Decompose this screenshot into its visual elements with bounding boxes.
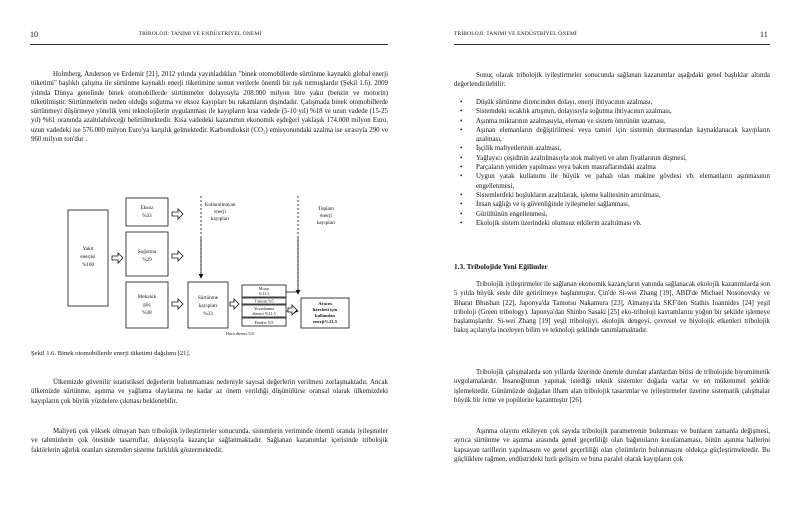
right-page bbox=[400, 0, 800, 524]
paragraph: Tribolojik iyileştirmeler ile sağlanan ekonomik kazançların yanında sağlanacak ekolojik kazanımlarda son 5 yılda büyük sesle dile getirilmeye başlanmıştır. Çin'de Si-wei Zhang [19], ABD'de Michael Nosonovsky ve Bharat Bhushan [22], Japonya'da Tamotsu Nakamura [23], Almanya'da SKF'den Stathis Ioannides [24] yeşil triboloji (Green tribology). Japonya'dan Shinho Sasaki [25] eko-triboloji kavramlarını yoğun bir şekilde işlemeye başlamışlardır. Si-wei Zhang [19] yeşil tribolojiyi, ekolojik dengeyi, çevresel ve biyolojik etkenleri tribolojik bakış açılarıyla inceleyen bilim ve teknoloji şeklinde tanımlamaktadır. bbox=[454, 281, 770, 335]
svg-text:Hava direnci %5: Hava direnci %5 bbox=[225, 331, 255, 336]
svg-text:direnci %11.5: direnci %11.5 bbox=[252, 311, 276, 316]
svg-text:hareketi için: hareketi için bbox=[312, 307, 338, 312]
svg-text:Yakıt: Yakıt bbox=[82, 246, 94, 252]
svg-text:enerji%21.5: enerji%21.5 bbox=[312, 319, 338, 324]
list-item: • Uygun yatak kullanımı ile büyük ve pahalı olan makine gövdesi vb. elemanların aşınmasının engellenmesi, bbox=[454, 172, 770, 191]
header-rule bbox=[454, 44, 770, 45]
svg-text:Mekanik: Mekanik bbox=[137, 294, 157, 300]
svg-text:%33: %33 bbox=[142, 213, 152, 219]
svg-text:%29: %29 bbox=[142, 257, 152, 263]
running-header: TRİBOLOJİ: TANIMI VE ENDÜSTRİYEL ÖNEMİ bbox=[138, 31, 262, 37]
svg-text:Yuvarlanma: Yuvarlanma bbox=[253, 306, 275, 311]
benefit-list bbox=[454, 98, 770, 228]
page-number: 10 bbox=[30, 30, 38, 39]
svg-text:Soğutma: Soğutma bbox=[137, 249, 157, 255]
svg-text:enerji: enerji bbox=[320, 213, 332, 219]
list-item: • Sistemlerdeki boşlukların azaltılarak, işleme kalitesinin artırılması, bbox=[454, 191, 770, 200]
list-item: • Sistemdeki sıcaklık artışının, dolayısıyla soğutma ihtiyacının azalması, bbox=[454, 107, 770, 116]
paragraph: Holmberg, Anderson ve Erdemir [21], 2012 yılında yayınladıkları "binek otomobillerde sürtünme kaynaklı global enerji tüketimi" başlıklı çalışma ile sürtünme kaynaklı enerji tüketimine somut verilerle önemli bir ışık tutmuşlardır (Şekil 1.6). 2009 yılında Dünya genelinde binek otomobillerde sürtünmeler dolayısıyla 208.000 milyon litre yakıt (benzin ve motorin) tüketilmiştir. Sürtünmelerin neden olduğu soğutma ve eksoz kayıpları bu rakamların dışındadır. Çalışmada binek otomobillerde sürtünmeyi düşürmeye yönelik yeni teknolojilerin uygulanması ile kayıpların kısa vadede (5-10 yıl) %18 ve uzun vadede (15-25 yıl) %61 oranında azaltılabileceği belirtilmektedir. Kısa vadedeki kazanımın ekonomik eşdeğeri yaklaşık 174.000 milyon Euro, uzun vadedeki ise 576.000 milyon Euro'ya karşılık gelmektedir. Karbondioksit (CO₂) emisyonundaki azalma ise sırasıyla 290 ve 960 milyon ton'dur . bbox=[31, 71, 388, 144]
svg-text:kayıpları: kayıpları bbox=[198, 303, 218, 309]
svg-text:enerji: enerji bbox=[214, 209, 226, 215]
svg-text:enerjisi: enerjisi bbox=[80, 254, 96, 260]
svg-text:Frenler %5: Frenler %5 bbox=[254, 320, 274, 325]
arrow-icon bbox=[112, 253, 123, 263]
list-item: • Parçaların yeniden yapılması veya bakım masraflarındaki azalma bbox=[454, 163, 770, 172]
arrow-icon bbox=[172, 209, 183, 219]
page-number: 11 bbox=[760, 30, 768, 39]
figure-caption: Şekil 1.6. Binek otomobillerde enerji tüketimi dağılımı [21]. bbox=[31, 350, 191, 357]
svg-text:Sürtünme: Sürtünme bbox=[197, 295, 219, 301]
running-header: TRİBOLOJİ: TANIMI VE ENDÜSTRİYEL ÖNEMİ bbox=[454, 31, 577, 37]
svg-text:Transm.%5: Transm.%5 bbox=[254, 298, 274, 304]
list-item: • Yağlayıcı çeşidinin azaltılmasıyla stok maliyeti ve alım fiyatlarının düşmesi, bbox=[454, 154, 770, 163]
svg-text:Toplam: Toplam bbox=[318, 206, 334, 212]
energy-diagram bbox=[68, 198, 388, 336]
paragraph: Ülkemizde güvenilir istatistiksel değerlerin bulunmaması nedeniyle sayısal değerlerin verilmesi zorlaşmaktadır. Ancak ülkemizde sürtünme, aşınma ve yağlama olaylarına ne kadar az önem verildiği düşünülürse oransal olarak ülkemizdeki kayıpların çok büyük yüzdelere çıkması beklenebilir. bbox=[31, 379, 388, 405]
paragraph: Aşınma olayını etkileyen çok sayıda tribolojik parametrenin bulunması ve bunların zamanla değişmesi, ayrıca sürtünme ve aşınma arasında genel geçerliliği olan bağıntıların kurulamaması, bütün aşınma hallerini kapsayan tariflerin yapılmasını ve genel geçerliliği olan çözümlerin bulunmasını oldukça güçleştirmektedir. Bu güçlüklere rağmen, endüstrideki hızlı gelişim ve buna paralel olarak kayıpların çok bbox=[454, 428, 770, 463]
list-item: • İşçilik maliyetlerinin azalması, bbox=[454, 144, 770, 153]
svg-text:Kullanılmayan: Kullanılmayan bbox=[204, 202, 236, 208]
list-item: • Düşük sürtünme direncinden dolayı, enerji ihtiyacının azalması, bbox=[454, 98, 770, 107]
exhaust-box bbox=[126, 198, 168, 226]
svg-text:güç: güç bbox=[143, 302, 151, 308]
svg-text:Motor: Motor bbox=[258, 286, 270, 291]
paragraph: Maliyeti çok yüksek olmayan bazı tribolojik iyileştirmeler sonucunda, sistemlerin veriminde önemli oranda iyileşmeler ve tahminlerin çok ötesinde tasarruflar, dolayısıyla kazançlar sağlanmaktadır. Sağlanan kazanımlar içerisinde tribolojik faktörlerin ağırlık oranları sistemden sisteme farklılık göstermektedir. bbox=[31, 428, 388, 454]
svg-text:%33: %33 bbox=[203, 311, 213, 317]
svg-text:%100: %100 bbox=[81, 262, 95, 268]
svg-text:kayıpları: kayıpları bbox=[210, 216, 230, 222]
list-item: • Ekolojik sistem üzerindeki olumsuz etkilerin azaltılması vb. bbox=[454, 219, 770, 228]
svg-text:%11.5: %11.5 bbox=[258, 291, 270, 296]
arrow-icon bbox=[230, 299, 239, 309]
arrow-icon bbox=[172, 251, 183, 261]
paragraph: Tribolojik çalışmalarda son yıllarda üzerinde önemle durulan alanlardan birisi de tribolojide biyomimetik uygulamalardır. İnsanoğlunun yapmak istediği teknik sistemler doğada varlar ve en mükemmel şekilde işlemektedir. Günümüzde doğadan ilham alan tribolojik tasarımlar ve iyileştirmeler üzerine sistematik çalışmalar büyük bir ivme ve popülerite kazanmıştır [26]. bbox=[454, 369, 770, 404]
svg-text:Aracın: Aracın bbox=[318, 301, 332, 306]
list-item: • İnsan sağlığı ve iş güvenliğinde iyileşmeler sağlanması, bbox=[454, 200, 770, 209]
paragraph: Sonuç olarak tribolojik iyileştirmeler sonucunda sağlanan kazanımlar aşağıdaki genel başlıklar altında değerlendirilebilir: bbox=[454, 72, 770, 89]
arrow-icon bbox=[172, 299, 183, 309]
arrow-icon bbox=[288, 305, 297, 315]
section-heading: 1.3. Tribolojide Yeni Eğilimler bbox=[454, 262, 548, 271]
svg-text:kullanılan: kullanılan bbox=[315, 313, 335, 318]
svg-text:%38: %38 bbox=[142, 310, 152, 316]
list-item: • Aşınma miktarının azalmasıyla, eleman ve sistem ömrünün uzaması, bbox=[454, 117, 770, 126]
header-rule bbox=[30, 44, 388, 45]
list-item: • Gürültünün engellenmesi, bbox=[454, 210, 770, 219]
list-item: • Aşınan elemanların değiştirilmesi veya tamiri için sistemin durmasından kaynaklanacak kayıpların azalması, bbox=[454, 126, 770, 145]
svg-text:kayıpları: kayıpları bbox=[316, 220, 336, 226]
svg-text:Eksoz: Eksoz bbox=[140, 205, 154, 211]
